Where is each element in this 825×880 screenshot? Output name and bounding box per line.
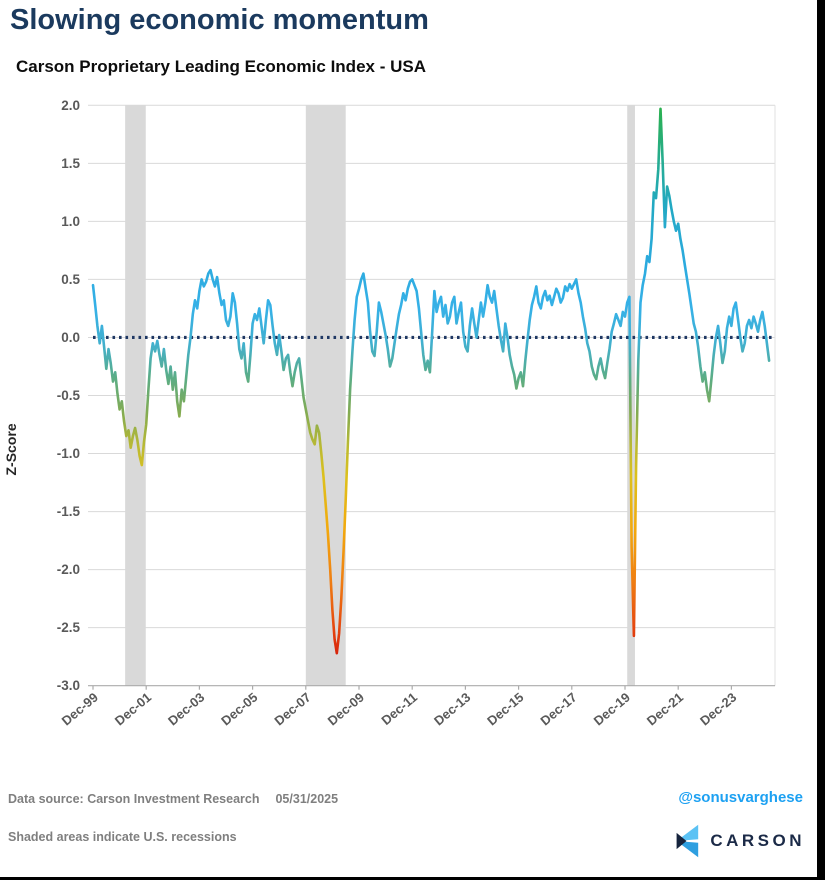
x-tick-label: Dec-23 xyxy=(697,689,740,729)
lei-line xyxy=(93,109,769,653)
x-tick-label: Dec-11 xyxy=(378,689,421,728)
recession-note: Shaded areas indicate U.S. recessions xyxy=(8,830,237,844)
carson-logo-icon xyxy=(673,824,700,858)
data-source-label: Data source: Carson Investment Research xyxy=(8,792,260,806)
y-tick-label: 0.0 xyxy=(61,329,80,345)
data-source-date: 05/31/2025 xyxy=(275,792,339,806)
recession-band xyxy=(125,105,146,685)
y-tick-label: 1.0 xyxy=(61,213,80,229)
carson-logo-text: CARSON xyxy=(710,831,805,850)
y-tick-label: -1.5 xyxy=(56,504,80,520)
x-tick-label: Dec-99 xyxy=(58,689,101,729)
y-tick-label: -2.5 xyxy=(56,620,80,636)
y-tick-label: -2.0 xyxy=(56,562,80,578)
y-tick-label: 2.0 xyxy=(61,97,80,113)
x-tick-label: Dec-03 xyxy=(165,689,208,729)
x-tick-label: Dec-01 xyxy=(111,689,155,729)
x-tick-label: Dec-19 xyxy=(590,689,633,729)
x-tick-label: Dec-07 xyxy=(271,689,314,729)
data-source-text xyxy=(8,792,338,806)
y-tick-label: -1.0 xyxy=(56,446,80,462)
page-title: Slowing economic momentum xyxy=(10,4,429,36)
x-tick-label: Dec-05 xyxy=(218,689,261,729)
x-tick-label: Dec-13 xyxy=(431,689,474,729)
recession-band xyxy=(306,105,346,685)
y-tick-label: -0.5 xyxy=(56,388,80,403)
chart-title: Carson Proprietary Leading Economic Index - USA xyxy=(16,57,426,76)
twitter-handle: @sonusvarghese xyxy=(678,789,803,806)
x-tick-label: Dec-17 xyxy=(537,689,580,729)
y-axis-title: Z-Score xyxy=(3,423,19,476)
y-tick-label: 1.5 xyxy=(61,155,80,171)
carson-logo xyxy=(673,824,805,858)
y-tick-label: 0.5 xyxy=(61,271,80,287)
y-tick-label: -3.0 xyxy=(56,678,80,694)
x-tick-label: Dec-21 xyxy=(643,689,687,729)
x-tick-label: Dec-15 xyxy=(484,689,527,729)
x-tick-label: Dec-09 xyxy=(324,689,367,729)
